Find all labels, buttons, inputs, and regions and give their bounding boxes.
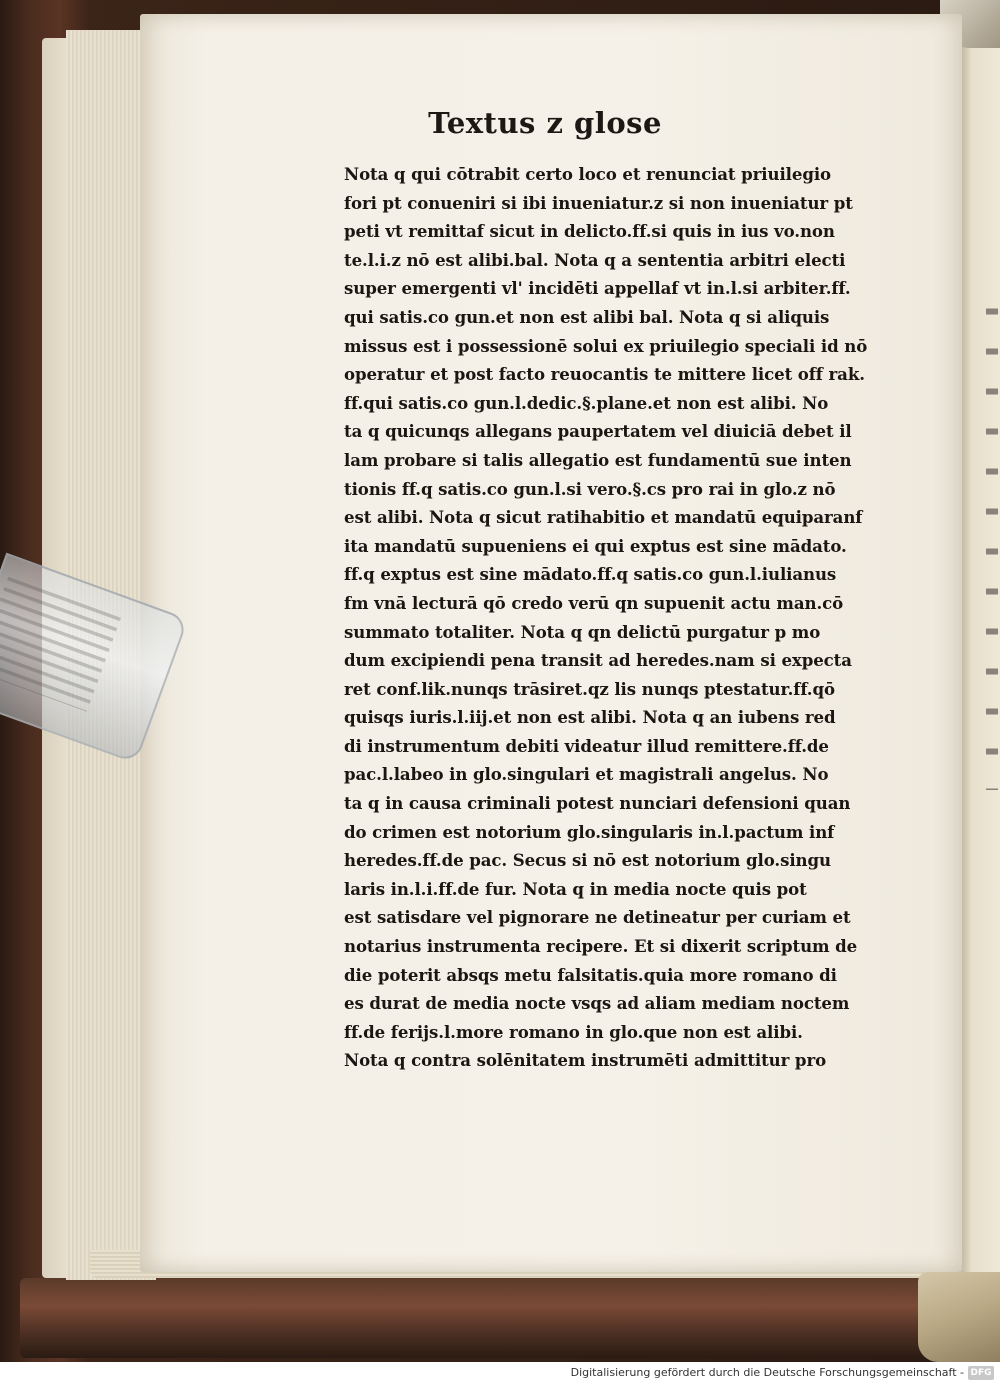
text-line: super emergenti vl' incidēti appellaf vt in.l.si arbiter.ff. — [344, 278, 851, 299]
page-heading: Textus z glose — [428, 106, 662, 140]
text-line: ret conf.lik.nunqs trāsiret.qz lis nunqs ptestatur.ff.qō — [344, 678, 835, 699]
text-line: fm vnā lecturā qō credo verū qn supuenit actu man.cō — [344, 592, 844, 613]
text-line: tionis ff.q satis.co gun.l.si vero.§.cs pro rai in glo.z nō — [344, 478, 836, 499]
text-line: die poterit absqs metu falsitatis.quia more romano di — [344, 964, 837, 985]
text-block — [344, 160, 934, 1075]
text-line: notarius instrumenta recipere. Et si dixerit scriptum de — [344, 936, 858, 957]
right-page-text-fragments — [986, 290, 998, 790]
footer-bar — [0, 1362, 1000, 1385]
dfg-logo: DFG — [968, 1366, 994, 1380]
text-line: Nota q contra solēnitatem instrumēti admittitur pro — [344, 1050, 827, 1071]
text-line: heredes.ff.de pac. Secus si nō est notorium glo.singu — [344, 850, 831, 871]
text-line: operatur et post facto reuocantis te mittere licet off rak. — [344, 364, 865, 385]
text-line: ita mandatū supueniens ei qui exptus est sine mādato. — [344, 535, 847, 556]
text-line: Nota q qui cōtrabit certo loco et renunciat priuilegio — [344, 164, 832, 184]
text-line: es durat de media nocte vsqs ad aliam mediam noctem — [344, 993, 850, 1014]
text-line: dum excipiendi pena transit ad heredes.nam si expecta — [344, 650, 852, 671]
glass-weight-refraction — [0, 577, 121, 712]
text-line: te.l.i.z nō est alibi.bal. Nota q a sententia arbitri electi — [344, 249, 846, 270]
text-line: est alibi. Nota q sicut ratihabitio et mandatū equiparanf — [344, 507, 863, 528]
text-line: quisqs iuris.l.iij.et non est alibi. Nota q an iubens red — [344, 707, 836, 728]
text-line: laris in.l.i.ff.de fur. Nota q in media nocte quis pot — [344, 878, 807, 899]
text-line: fori pt conueniri si ibi inueniatur.z si non inueniatur pt — [344, 192, 853, 213]
text-line: ff.de ferijs.l.more romano in glo.que non est alibi. — [344, 1021, 803, 1042]
text-line: est satisdare vel pignorare ne detineatur per curiam et — [344, 907, 851, 928]
text-line: pac.l.labeo in glo.singulari et magistrali angelus. No — [344, 764, 829, 785]
text-line: summato totaliter. Nota q qn delictū purgatur p mo — [344, 621, 821, 642]
text-line: lam probare si talis allegatio est fundamentū sue inten — [344, 449, 852, 470]
digitization-credit: Digitalisierung gefördert durch die Deutsche Forschungsgemeinschaft - — [570, 1366, 964, 1379]
text-line: ta q in causa criminali potest nunciari defensioni quan — [344, 793, 851, 814]
text-line: ta q quicunqs allegans paupertatem vel diuiciā debet il — [344, 421, 852, 442]
text-line: do crimen est notorium glo.singularis in.l.pactum inf — [344, 821, 835, 842]
text-line: di instrumentum debiti videatur illud remittere.ff.de — [344, 735, 829, 756]
text-line: qui satis.co gun.et non est alibi bal. Nota q si aliquis — [344, 306, 830, 327]
text-line: missus est i possessionē solui ex priuilegio speciali id nō — [344, 335, 868, 356]
cover-bottom-edge — [20, 1278, 950, 1358]
text-line: ff.q exptus est sine mādato.ff.q satis.co gun.l.iulianus — [344, 564, 837, 585]
clasp-strap — [918, 1272, 1000, 1362]
text-line: peti vt remittaf sicut in delicto.ff.si quis in ius vo.non — [344, 221, 835, 242]
text-line: ff.qui satis.co gun.l.dedic.§.plane.et non est alibi. No — [344, 392, 829, 413]
